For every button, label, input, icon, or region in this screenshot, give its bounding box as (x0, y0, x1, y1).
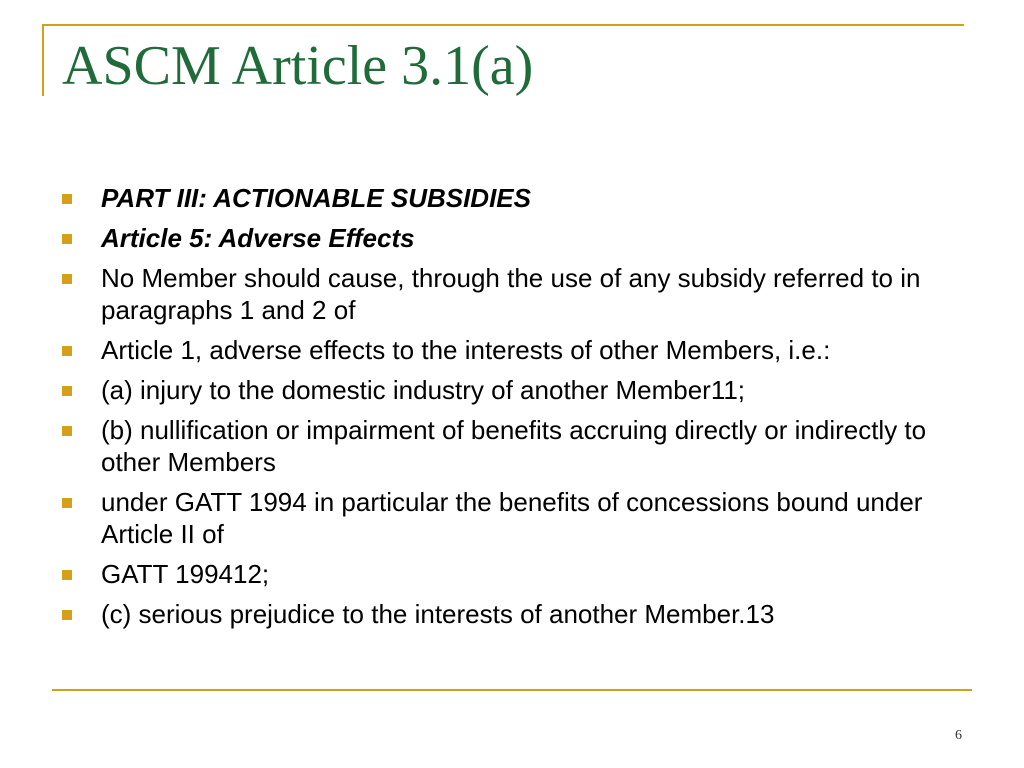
left-border-line (42, 24, 44, 96)
bullet-text: under GATT 1994 in particular the benefits of concessions bound under Article II of (101, 487, 923, 549)
square-bullet-icon (62, 194, 72, 204)
square-bullet-icon (62, 346, 72, 356)
bullet-text: GATT 199412; (101, 559, 270, 589)
bullet-text: PART III: ACTIONABLE SUBSIDIES (101, 183, 531, 213)
bottom-border-line (52, 689, 972, 691)
bullet-item (62, 182, 972, 214)
square-bullet-icon (62, 274, 72, 284)
bullet-item (62, 598, 972, 630)
bullet-text: Article 1, adverse effects to the interests of other Members, i.e.: (101, 335, 831, 365)
square-bullet-icon (62, 426, 72, 436)
bullet-item (62, 486, 972, 550)
square-bullet-icon (62, 234, 72, 244)
bullet-list (62, 182, 972, 638)
bullet-item (62, 558, 972, 590)
bullet-item (62, 262, 972, 326)
bullet-item (62, 334, 972, 366)
square-bullet-icon (62, 570, 72, 580)
bullet-text: (b) nullification or impairment of benefits accruing directly or indirectly to other Members (101, 415, 927, 477)
bullet-text: Article 5: Adverse Effects (101, 223, 415, 253)
bullet-item (62, 222, 972, 254)
square-bullet-icon (62, 610, 72, 620)
slide-title: ASCM Article 3.1(a) (62, 35, 534, 97)
bullet-text: No Member should cause, through the use of any subsidy referred to in paragraphs 1 and 2 of (101, 263, 921, 325)
square-bullet-icon (62, 386, 72, 396)
bullet-item (62, 414, 972, 478)
bullet-text: (a) injury to the domestic industry of another Member11; (101, 375, 746, 405)
bullet-text: (c) serious prejudice to the interests of another Member.13 (101, 599, 775, 629)
square-bullet-icon (62, 498, 72, 508)
page-number: 6 (955, 728, 962, 743)
top-border-line (42, 24, 964, 26)
bullet-item (62, 374, 972, 406)
